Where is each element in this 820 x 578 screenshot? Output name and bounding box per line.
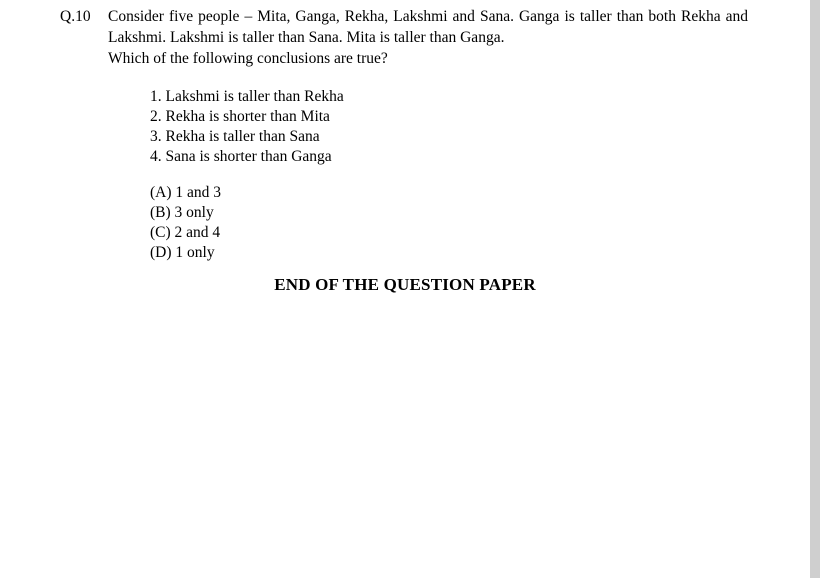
conclusions-list	[150, 87, 750, 167]
options-list	[150, 183, 750, 263]
question-number: Q.10	[60, 8, 91, 25]
end-of-paper-note: END OF THE QUESTION PAPER	[274, 275, 536, 294]
question-row	[60, 7, 750, 263]
option-d[interactable]: (D) 1 only	[150, 243, 215, 261]
option-b[interactable]: (B) 3 only	[150, 203, 214, 221]
conclusion-item-1: 1. Lakshmi is taller than Rekha	[150, 87, 344, 105]
conclusion-item-4: 4. Sana is shorter than Ganga	[150, 147, 332, 165]
option-a[interactable]: (A) 1 and 3	[150, 183, 222, 201]
question-sub-prompt: Which of the following conclusions are true?	[108, 50, 388, 67]
question-stem: Consider five people – Mita, Ganga, Rekha, Lakshmi and Sana. Ganga is taller than both Rekha and Lakshmi. Lakshmi is taller than Sana. Mita is taller than Ganga.	[108, 8, 748, 46]
conclusion-item-3: 3. Rekha is taller than Sana	[150, 127, 320, 145]
question-block	[60, 7, 750, 263]
page-right-edge-shadow	[810, 0, 820, 578]
question-body	[108, 7, 750, 263]
option-c[interactable]: (C) 2 and 4	[150, 223, 221, 241]
conclusion-item-2: 2. Rekha is shorter than Mita	[150, 107, 330, 125]
